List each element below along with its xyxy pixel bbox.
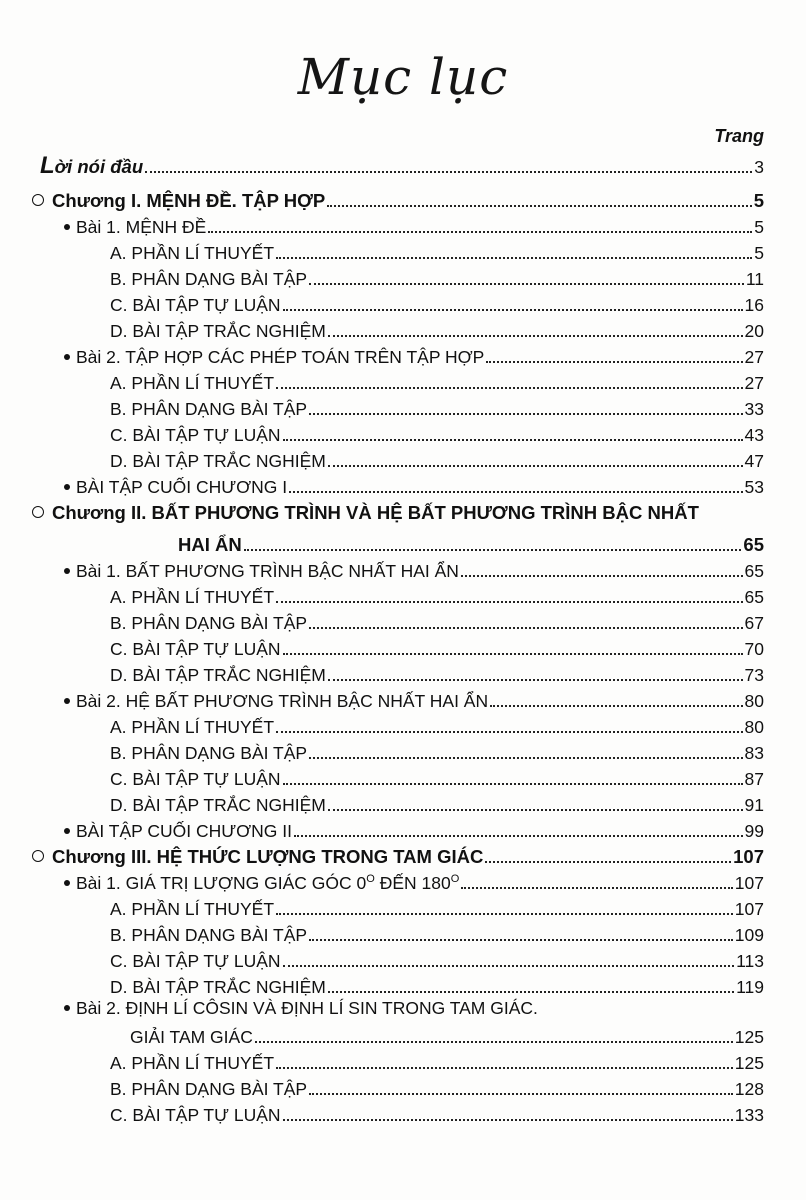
bullet-icon <box>64 880 70 886</box>
dot-leader <box>309 756 742 759</box>
toc-page-number: 27 <box>744 373 764 393</box>
toc-entry-section[interactable] <box>110 582 764 608</box>
toc-entry-label: C. BÀI TẬP TỰ LUẬN <box>110 769 281 789</box>
toc-entry-label: Bài 2. HỆ BẤT PHƯƠNG TRÌNH BẬC NHẤT HAI ẨN <box>64 690 488 712</box>
dot-leader <box>276 1066 733 1069</box>
toc-page-number: 80 <box>744 717 764 737</box>
page-column-header: Trang <box>714 126 764 146</box>
toc-entry-label: D. BÀI TẬP TRẮC NGHIỆM <box>110 665 326 685</box>
toc-entry-section[interactable] <box>110 894 764 920</box>
toc-entry-section[interactable] <box>110 446 764 472</box>
toc-page-number: 73 <box>744 665 764 685</box>
dot-leader <box>309 412 742 415</box>
toc-page-number: 16 <box>744 295 764 315</box>
toc-entry-label: C. BÀI TẬP TỰ LUẬN <box>110 951 281 971</box>
toc-page-number: 107 <box>733 846 764 867</box>
toc-page-number: 11 <box>745 269 764 289</box>
toc-entry-section[interactable] <box>110 420 764 446</box>
toc-entry-section[interactable] <box>110 290 764 316</box>
toc-entry-lesson[interactable] <box>64 816 764 842</box>
toc-entry-lesson[interactable] <box>64 342 764 368</box>
toc-entry-section[interactable] <box>110 394 764 420</box>
toc-entry-label: Chương III. HỆ THỨC LƯỢNG TRONG TAM GIÁC <box>32 846 483 868</box>
toc-entry-label: A. PHẦN LÍ THUYẾT <box>110 899 275 919</box>
toc-entry-section[interactable] <box>110 920 764 946</box>
toc-page-number: 99 <box>744 821 764 841</box>
toc-entry-label: Bài 1. BẤT PHƯƠNG TRÌNH BẬC NHẤT HAI ẨN <box>64 560 459 582</box>
dot-leader <box>309 282 744 285</box>
toc-page-number: 20 <box>744 321 764 341</box>
toc-entry-section[interactable] <box>110 238 764 264</box>
dot-leader <box>276 600 743 603</box>
dot-leader <box>208 230 752 233</box>
toc-entry-label: BÀI TẬP CUỐI CHƯƠNG II <box>64 820 292 842</box>
toc-entry-lesson[interactable] <box>64 868 764 894</box>
toc-page-number: 33 <box>744 399 764 419</box>
dot-leader <box>276 256 752 259</box>
toc-entry-chapter-1[interactable] <box>32 186 764 212</box>
toc-entry-section[interactable] <box>110 972 764 998</box>
toc-entry-label: A. PHẦN LÍ THUYẾT <box>110 587 275 607</box>
toc-entry-section[interactable] <box>110 316 764 342</box>
toc-page-number: 65 <box>744 561 764 581</box>
toc-entry-section[interactable] <box>110 790 764 816</box>
toc-page-number: 80 <box>744 691 764 711</box>
dot-leader <box>294 834 743 837</box>
toc-entry-label: D. BÀI TẬP TRẮC NGHIỆM <box>110 795 326 815</box>
bullet-icon <box>64 484 70 490</box>
toc-page-number: 109 <box>734 925 764 945</box>
dot-leader <box>255 1040 733 1043</box>
toc-page-number: 5 <box>754 243 764 263</box>
dot-leader <box>461 886 733 889</box>
toc-entry-label: D. BÀI TẬP TRẮC NGHIỆM <box>110 977 326 997</box>
bullet-icon <box>64 354 70 360</box>
toc-entry-section[interactable] <box>110 764 764 790</box>
dot-leader <box>283 652 743 655</box>
circle-bullet-icon <box>32 194 44 206</box>
toc-entry-lesson[interactable] <box>64 686 764 712</box>
toc-entry-section[interactable] <box>110 1100 764 1126</box>
toc-page-number: 125 <box>734 1053 764 1073</box>
toc-entry-label: B. PHÂN DẠNG BÀI TẬP <box>110 925 308 945</box>
toc-entry-lesson[interactable] <box>130 1022 764 1048</box>
toc-page-number: 3 <box>754 157 764 177</box>
toc-page-number: 65 <box>744 587 764 607</box>
bullet-icon <box>64 828 70 834</box>
dot-leader <box>283 964 735 967</box>
bullet-icon <box>64 224 70 230</box>
dot-leader <box>328 464 743 467</box>
toc-entry-section[interactable] <box>110 1048 764 1074</box>
toc-page-number: 133 <box>734 1105 764 1125</box>
dot-leader <box>328 334 743 337</box>
toc-entry-label: C. BÀI TẬP TỰ LUẬN <box>110 425 281 445</box>
dot-leader <box>283 1118 733 1121</box>
toc-entry-label: B. PHÂN DẠNG BÀI TẬP <box>110 743 308 763</box>
toc-entry-label: C. BÀI TẬP TỰ LUẬN <box>110 1105 281 1125</box>
toc-entry-label: Chương I. MỆNH ĐỀ. TẬP HỢP <box>32 190 325 212</box>
dot-leader <box>461 574 743 577</box>
dot-leader <box>283 782 743 785</box>
toc-entry-section[interactable] <box>110 368 764 394</box>
toc-entry-label: D. BÀI TẬP TRẮC NGHIỆM <box>110 321 326 341</box>
dot-leader <box>309 1092 733 1095</box>
toc-entry-label: A. PHẦN LÍ THUYẾT <box>110 1053 275 1073</box>
toc-entry-label: Bài 1. GIÁ TRỊ LƯỢNG GIÁC GÓC $0^O$ ĐẾN $180^O$ <box>64 872 459 894</box>
toc-page-number: 70 <box>744 639 764 659</box>
toc-entry-chapter-3[interactable] <box>32 842 764 868</box>
toc-entry-label: D. BÀI TẬP TRẮC NGHIỆM <box>110 451 326 471</box>
toc-page-number: 47 <box>744 451 764 471</box>
bullet-icon <box>64 1005 70 1011</box>
dot-leader <box>328 678 743 681</box>
toc-page-number: 87 <box>744 769 764 789</box>
toc-entry-chapter-2[interactable] <box>178 530 764 556</box>
toc-entry-label: A. PHẦN LÍ THUYẾT <box>110 373 275 393</box>
toc-entry-lesson[interactable] <box>64 556 764 582</box>
toc-entry-label: C. BÀI TẬP TỰ LUẬN <box>110 295 281 315</box>
dot-leader <box>276 386 743 389</box>
toc-entry-intro[interactable] <box>40 152 764 178</box>
toc-page-number: 113 <box>736 951 764 971</box>
toc-page-number: 128 <box>734 1079 764 1099</box>
toc-entry-section[interactable] <box>110 738 764 764</box>
toc-page-number: 5 <box>754 217 764 237</box>
toc-entry-label: Lời nói đầu <box>40 152 144 179</box>
toc-entry-lesson[interactable] <box>64 212 764 238</box>
dot-leader <box>490 704 742 707</box>
toc-entry-label: HAI ẨN <box>178 534 242 555</box>
toc-page-number: 53 <box>744 477 764 497</box>
dot-leader <box>309 938 733 941</box>
dot-leader <box>328 990 734 993</box>
page-title: Mục lục <box>297 48 509 106</box>
toc-page-number: 67 <box>744 613 764 633</box>
toc-entry-section[interactable] <box>110 608 764 634</box>
circle-bullet-icon <box>32 850 44 862</box>
toc-entry-label: BÀI TẬP CUỐI CHƯƠNG I <box>64 476 287 498</box>
circle-bullet-icon <box>32 506 44 518</box>
toc-entry-section[interactable] <box>110 946 764 972</box>
toc-entry-lesson-line1[interactable]: Bài 2. ĐỊNH LÍ CÔSIN VÀ ĐỊNH LÍ SIN TRONG TAM GIÁC. <box>64 998 538 1019</box>
toc-entry-label: B. PHÂN DẠNG BÀI TẬP <box>110 399 308 419</box>
toc-entry-chapter-2-line1[interactable]: Chương II. BẤT PHƯƠNG TRÌNH VÀ HỆ BẤT PHƯƠNG TRÌNH BẬC NHẤT <box>32 502 699 524</box>
toc-entry-label: GIẢI TAM GIÁC <box>130 1027 253 1047</box>
dot-leader <box>276 730 743 733</box>
toc-entry-label: Bài 2. TẬP HỢP CÁC PHÉP TOÁN TRÊN TẬP HỢP <box>64 346 484 368</box>
dot-leader <box>145 170 752 173</box>
toc-entry-section[interactable] <box>110 264 764 290</box>
dot-leader <box>309 626 742 629</box>
dot-leader <box>283 308 743 311</box>
toc-page-number: 65 <box>743 534 764 555</box>
toc-entry-label: C. BÀI TẬP TỰ LUẬN <box>110 639 281 659</box>
dot-leader <box>328 808 743 811</box>
toc-entry-label: A. PHẦN LÍ THUYẾT <box>110 717 275 737</box>
toc-page-number: 27 <box>744 347 764 367</box>
toc-page-number: 83 <box>744 743 764 763</box>
toc-entry-label: Bài 1. MỆNH ĐỀ <box>64 216 206 238</box>
toc-entry-section[interactable] <box>110 1074 764 1100</box>
toc-entry-section[interactable] <box>110 660 764 686</box>
toc-page-number: 107 <box>734 873 764 893</box>
toc-entry-label: A. PHẦN LÍ THUYẾT <box>110 243 275 263</box>
toc-page-number: 107 <box>734 899 764 919</box>
dot-leader <box>289 490 742 493</box>
dot-leader <box>327 204 751 207</box>
toc-entry-lesson[interactable] <box>64 472 764 498</box>
toc-entry-label: B. PHÂN DẠNG BÀI TẬP <box>110 269 308 289</box>
toc-entry-section[interactable] <box>110 634 764 660</box>
toc-page-number: 125 <box>734 1027 764 1047</box>
dot-leader <box>283 438 743 441</box>
dot-leader <box>276 912 733 915</box>
dot-leader <box>485 860 731 863</box>
toc-page-number: 91 <box>744 795 764 815</box>
toc-entry-label: B. PHÂN DẠNG BÀI TẬP <box>110 1079 308 1099</box>
toc-page-number: 119 <box>736 977 764 997</box>
dot-leader <box>244 548 742 551</box>
toc-entry-section[interactable] <box>110 712 764 738</box>
toc-entry-label: B. PHÂN DẠNG BÀI TẬP <box>110 613 308 633</box>
toc-page-number: 43 <box>744 425 764 445</box>
toc-page-number: 5 <box>753 190 764 211</box>
bullet-icon <box>64 698 70 704</box>
bullet-icon <box>64 568 70 574</box>
dot-leader <box>486 360 742 363</box>
